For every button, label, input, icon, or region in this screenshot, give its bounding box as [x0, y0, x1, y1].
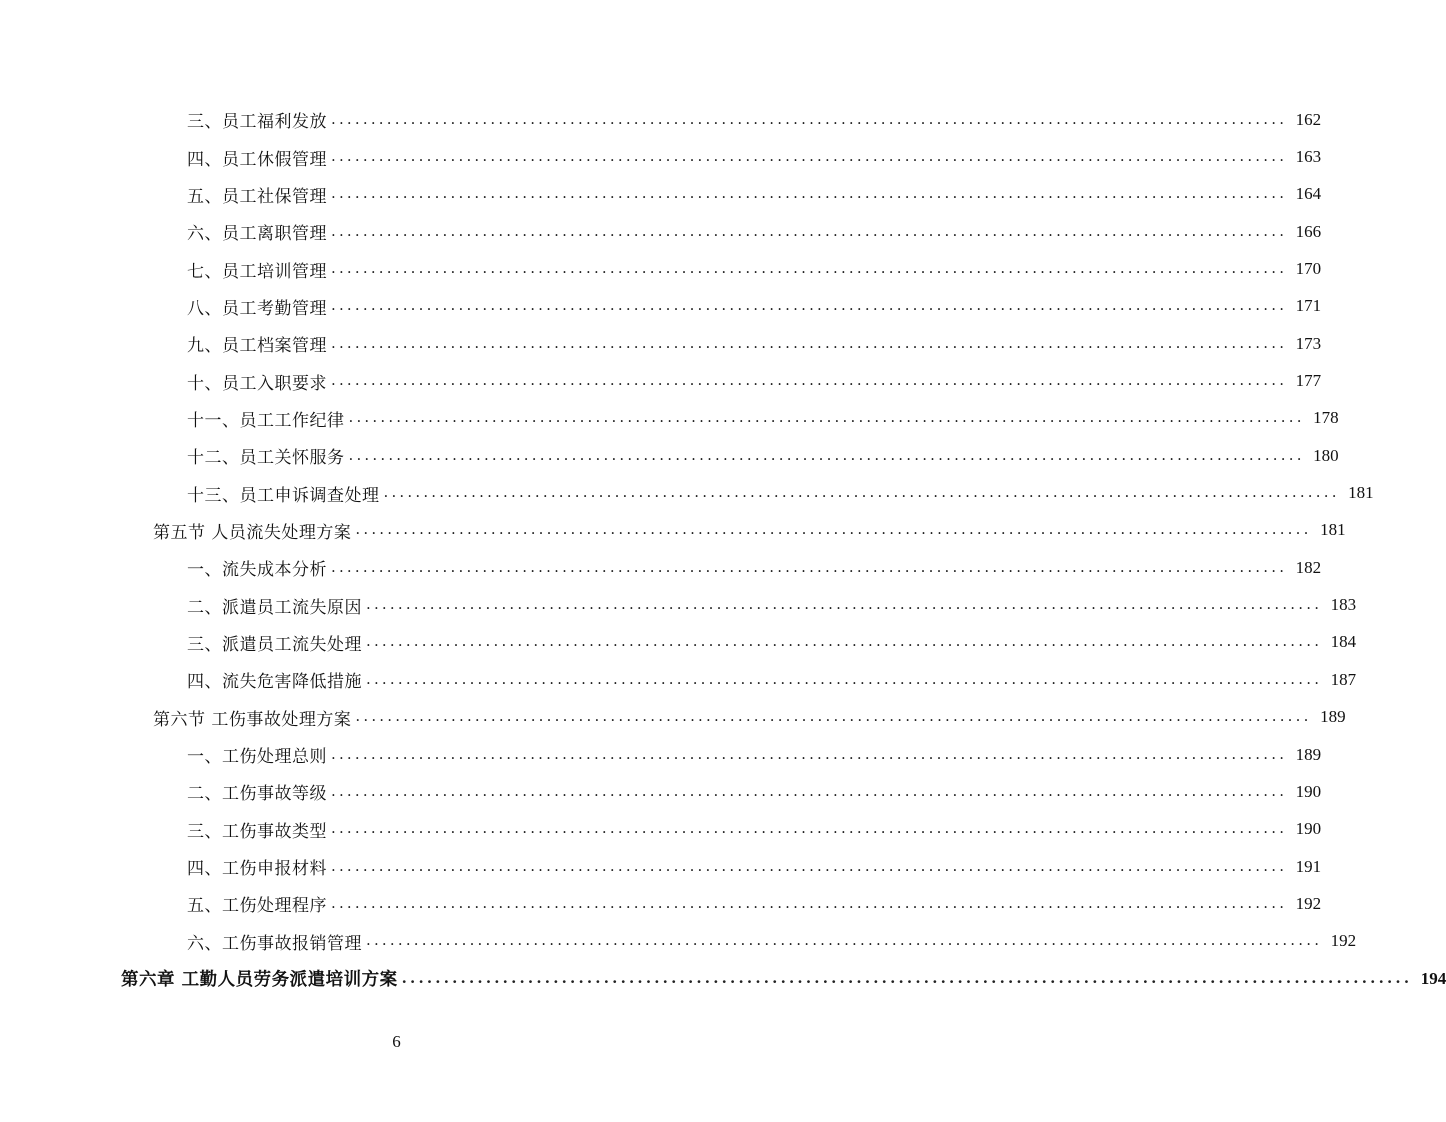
toc-entry-page-number: 191	[1295, 856, 1322, 876]
toc-dot-leader: ........................................................................................................................	[331, 781, 1288, 800]
toc-entry-page-number: 178	[1313, 408, 1339, 428]
toc-entry-title: 二、工伤事故等级	[187, 784, 327, 805]
toc-item-entry[interactable]	[0, 773, 1322, 810]
toc-dot-leader: ........................................................................................................................	[401, 968, 1413, 987]
toc-entry-page-number: 189	[1295, 744, 1322, 764]
toc-section-entry[interactable]	[0, 512, 1346, 549]
toc-entry-title: 三、工伤事故类型	[187, 821, 327, 842]
toc-item-entry[interactable]	[0, 288, 1322, 325]
toc-item-entry[interactable]	[0, 400, 1339, 437]
toc-entry-page-number: 194	[1420, 968, 1446, 988]
toc-item-entry[interactable]	[0, 923, 1357, 960]
toc-entry-page-number: 181	[1348, 483, 1374, 503]
toc-item-entry[interactable]	[0, 885, 1322, 922]
toc-item-entry[interactable]	[0, 101, 1322, 138]
toc-entry-page-number: 173	[1295, 333, 1322, 353]
toc-entry-page-number: 182	[1295, 557, 1322, 577]
toc-dot-leader: ........................................................................................................................	[383, 483, 1340, 502]
toc-entry-page-number: 162	[1295, 109, 1322, 129]
toc-entry-title: 第五节 人员流失处理方案	[153, 522, 352, 543]
toc-dot-leader: ........................................................................................................................	[366, 669, 1323, 688]
toc-entry-title: 三、派遣员工流失处理	[187, 634, 362, 655]
toc-dot-leader: ........................................................................................................................	[331, 744, 1288, 763]
toc-entry-page-number: 183	[1330, 595, 1357, 615]
toc-entry-page-number: 192	[1295, 893, 1322, 913]
toc-entry-page-number: 190	[1295, 819, 1322, 839]
toc-dot-leader: ........................................................................................................................	[331, 109, 1288, 128]
toc-entry-title: 十一、员工工作纪律	[187, 410, 345, 431]
toc-dot-leader: ........................................................................................................................	[331, 333, 1288, 352]
toc-item-entry[interactable]	[0, 811, 1322, 848]
toc-dot-leader: ........................................................................................................................	[348, 445, 1305, 464]
toc-entry-title: 十三、员工申诉调查处理	[187, 485, 380, 506]
toc-item-entry[interactable]	[0, 474, 1374, 511]
toc-entry-title: 六、工伤事故报销管理	[187, 933, 362, 954]
toc-dot-leader: ........................................................................................................................	[348, 408, 1305, 427]
toc-entry-page-number: 192	[1330, 931, 1357, 951]
toc-dot-leader: ........................................................................................................................	[331, 893, 1288, 912]
toc-item-entry[interactable]	[0, 848, 1322, 885]
toc-dot-leader: ........................................................................................................................	[331, 259, 1288, 278]
toc-entry-title: 第六章 工勤人员劳务派遣培训方案	[121, 970, 398, 991]
toc-item-entry[interactable]	[0, 624, 1357, 661]
toc-item-entry[interactable]	[0, 661, 1357, 698]
toc-dot-leader: ........................................................................................................................	[366, 931, 1323, 950]
toc-dot-leader: ........................................................................................................................	[331, 557, 1288, 576]
toc-dot-leader: ........................................................................................................................	[331, 819, 1288, 838]
toc-entry-page-number: 164	[1295, 184, 1322, 204]
toc-entry-page-number: 163	[1295, 147, 1322, 167]
toc-entry-page-number: 177	[1295, 371, 1322, 391]
toc-chapter-entry[interactable]	[0, 960, 1446, 997]
toc-entry-page-number: 190	[1295, 781, 1322, 801]
toc-item-entry[interactable]	[0, 362, 1322, 399]
toc-entry-page-number: 171	[1295, 296, 1322, 316]
toc-item-entry[interactable]	[0, 325, 1322, 362]
toc-entry-title: 五、工伤处理程序	[187, 896, 327, 917]
toc-dot-leader: ........................................................................................................................	[331, 371, 1288, 390]
toc-dot-leader: ........................................................................................................................	[355, 520, 1312, 539]
toc-item-entry[interactable]	[0, 549, 1322, 586]
toc-item-entry[interactable]	[0, 586, 1357, 623]
table-of-contents	[0, 101, 1446, 997]
toc-dot-leader: ........................................................................................................................	[355, 707, 1312, 726]
toc-dot-leader: ........................................................................................................................	[366, 595, 1323, 614]
toc-dot-leader: ........................................................................................................................	[331, 147, 1288, 166]
toc-entry-title: 四、工伤申报材料	[187, 859, 327, 880]
toc-entry-page-number: 184	[1330, 632, 1357, 652]
toc-entry-page-number: 187	[1330, 669, 1357, 689]
toc-item-entry[interactable]	[0, 437, 1339, 474]
toc-entry-title: 四、流失危害降低措施	[187, 672, 362, 693]
toc-entry-title: 七、员工培训管理	[187, 261, 327, 282]
toc-entry-page-number: 170	[1295, 259, 1322, 279]
page-number: 6	[392, 1032, 401, 1051]
toc-entry-page-number: 180	[1313, 445, 1339, 465]
toc-entry-page-number: 166	[1295, 221, 1322, 241]
toc-entry-title: 九、员工档案管理	[187, 336, 327, 357]
toc-item-entry[interactable]	[0, 213, 1322, 250]
toc-dot-leader: ........................................................................................................................	[366, 632, 1323, 651]
toc-entry-title: 三、员工福利发放	[187, 112, 327, 133]
toc-entry-title: 一、工伤处理总则	[187, 747, 327, 768]
toc-section-entry[interactable]	[0, 699, 1346, 736]
toc-dot-leader: ........................................................................................................................	[331, 221, 1288, 240]
toc-dot-leader: ........................................................................................................................	[331, 296, 1288, 315]
toc-item-entry[interactable]	[0, 138, 1322, 175]
toc-entry-title: 一、流失成本分析	[187, 560, 327, 581]
toc-item-entry[interactable]	[0, 736, 1322, 773]
toc-entry-page-number: 181	[1320, 520, 1346, 540]
toc-entry-title: 十二、员工关怀服务	[187, 448, 345, 469]
toc-entry-title: 二、派遣员工流失原因	[187, 597, 362, 618]
toc-entry-title: 第六节 工伤事故处理方案	[153, 709, 352, 730]
toc-entry-title: 五、员工社保管理	[187, 186, 327, 207]
toc-entry-title: 四、员工休假管理	[187, 149, 327, 170]
toc-entry-title: 八、员工考勤管理	[187, 298, 327, 319]
toc-item-entry[interactable]	[0, 250, 1322, 287]
toc-entry-page-number: 189	[1320, 707, 1346, 727]
toc-item-entry[interactable]	[0, 176, 1322, 213]
toc-dot-leader: ........................................................................................................................	[331, 184, 1288, 203]
toc-entry-title: 十、员工入职要求	[187, 373, 327, 394]
toc-entry-title: 六、员工离职管理	[187, 224, 327, 245]
toc-dot-leader: ........................................................................................................................	[331, 856, 1288, 875]
